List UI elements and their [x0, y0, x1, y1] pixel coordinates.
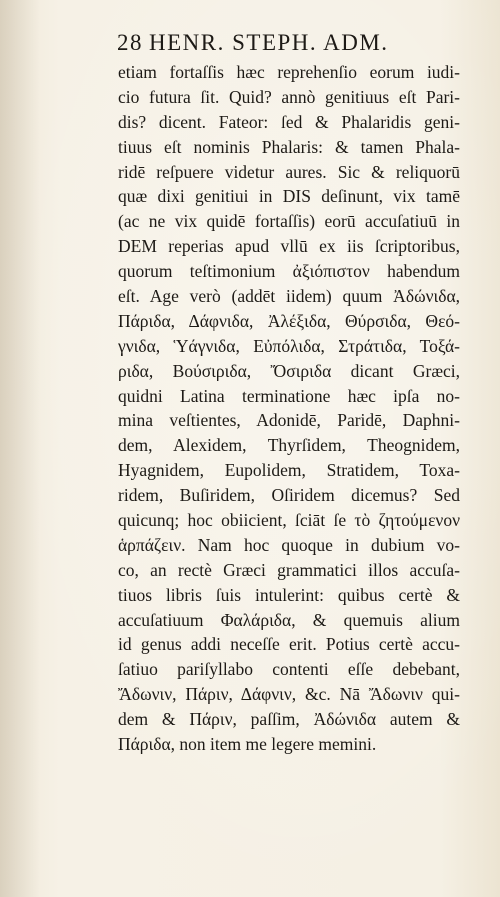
text-line: quicunq; hoc obiicient, ſciāt ſe τὸ ζητούμενον	[118, 510, 460, 531]
text-line: co, an rectè Græci grammatici illos accuſa-	[118, 559, 460, 580]
text-line: dem & Πάριν, paſſim, Ἀδώνιδα autem &	[118, 709, 460, 730]
text-line: quæ dixi genitiui in DIS deſinunt, vix tamē	[118, 186, 460, 207]
text-line: dem, Alexidem, Thyrſidem, Theognidem,	[118, 435, 460, 456]
text-line: accuſatiuum Φαλάριδα, & quemuis alium	[118, 609, 460, 630]
running-title: HENR. STEPH. ADM.	[149, 30, 389, 55]
text-line: Hyagnidem, Eupolidem, Stratidem, Toxa-	[118, 460, 460, 481]
gutter-shadow	[0, 0, 40, 897]
text-line: quorum teſtimonium ἀξιόπιστον habendum	[118, 261, 460, 282]
running-head	[117, 30, 462, 56]
text-line: DEM reperias apud vllū ex iis ſcriptoribus,	[118, 236, 460, 257]
text-line: ridem, Buſiridem, Oſiridem dicemus? Sed	[118, 485, 460, 506]
text-line: tiuus eſt nominis Phalaris: & tamen Phala-	[118, 136, 460, 157]
text-line: cio futura ſit. Quid? annò genitiuus eſt Pari-	[118, 86, 460, 107]
text-line: eſt. Age verò (addēt iidem) quum Ἀδώνιδα,	[118, 286, 460, 307]
text-line: ridē reſpuere videtur aures. Sic & reliquorū	[118, 161, 460, 182]
text-line: Ἄδωνιν, Πάριν, Δάφνιν, &c. Nā Ἄδωνιν qui-	[118, 684, 460, 705]
text-line: (ac ne vix quidē fortaſſis) eorū accuſatiuū in	[118, 211, 460, 232]
text-line: tiuos libris ſuis intulerint: quibus certè &	[118, 584, 460, 605]
body-text	[118, 60, 460, 757]
text-line: ριδα, Βούσιριδα, Ὄσιριδα dicant Græci,	[118, 360, 460, 381]
text-line: etiam fortaſſis hæc reprehenſio eorum iudi-	[118, 62, 460, 82]
text-line: mina veſtientes, Adonidē, Paridē, Daphni-	[118, 410, 460, 431]
text-line: ἁρπάζειν. Nam hoc quoque in dubium vo-	[118, 534, 460, 555]
text-line: γνιδα, Ὑάγνιδα, Εὐπόλιδα, Στράτιδα, Τοξά-	[118, 335, 460, 356]
text-line: Πάριδα, non item me legere memini.	[118, 734, 377, 755]
text-line: quidni Latina terminatione hæc ipſa no-	[118, 385, 460, 406]
text-line: dis? dicent. Fateor: ſed & Phalaridis geni-	[118, 111, 460, 132]
page-number: 28	[117, 30, 143, 55]
text-line: Πάριδα, Δάφνιδα, Ἀλέξιδα, Θύρσιδα, Θεό-	[118, 310, 460, 331]
text-line: id genus addi neceſſe erit. Potius certè accu-	[118, 634, 460, 655]
text-line: ſatiuo pariſyllabo contenti eſſe debebant,	[118, 659, 460, 680]
